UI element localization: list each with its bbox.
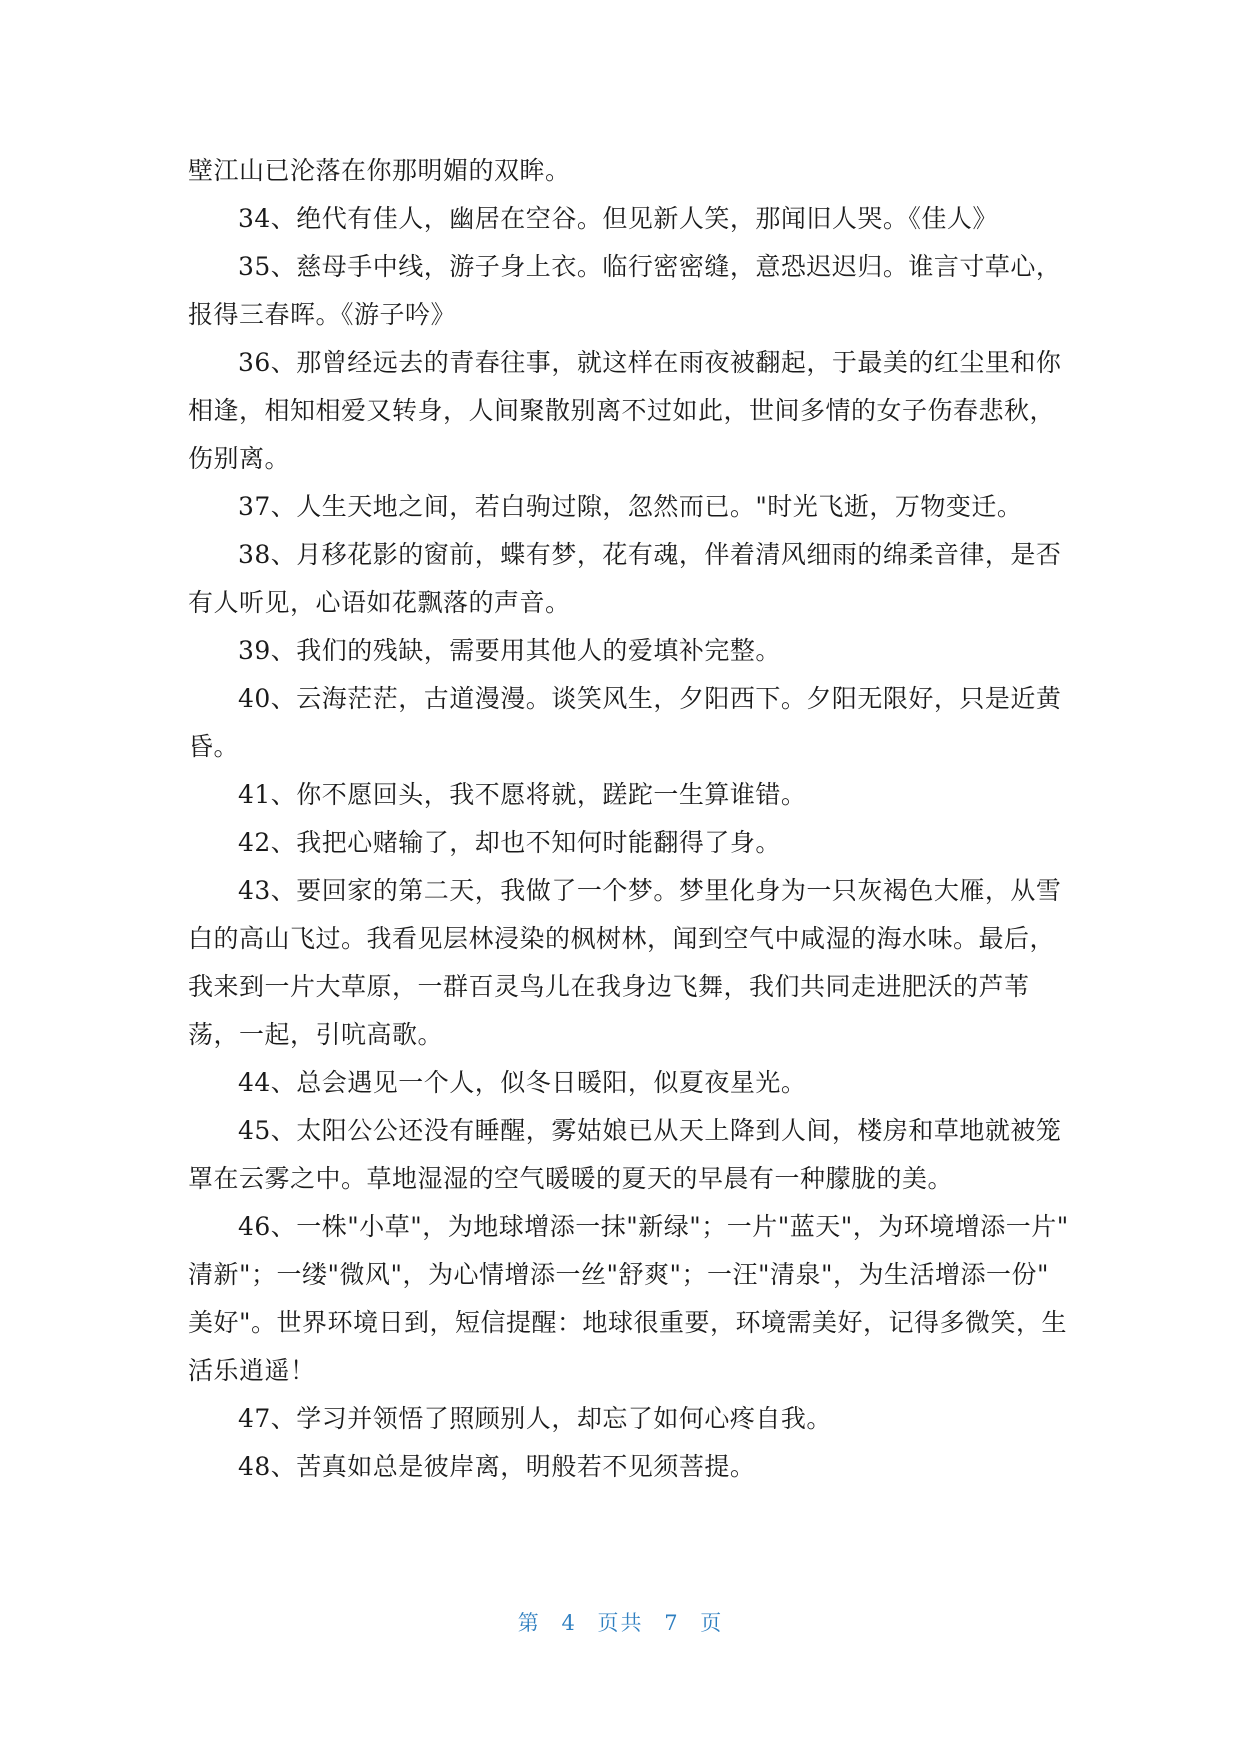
- footer-suffix: 页: [700, 1611, 724, 1635]
- text-line: 40、云海茫茫，古道漫漫。谈笑风生，夕阳西下。夕阳无限好，只是近黄: [238, 684, 1062, 713]
- text-line: 昏。: [188, 732, 240, 761]
- text-line: 罩在云雾之中。草地湿湿的空气暖暖的夏天的早晨有一种朦胧的美。: [188, 1164, 954, 1193]
- text-line: 报得三春晖。《游子吟》: [188, 300, 457, 329]
- text-line: 白的高山飞过。我看见层林浸染的枫树林，闻到空气中咸湿的海水味。最后，: [188, 924, 1056, 953]
- text-line: 44、总会遇见一个人，似冬日暖阳，似夏夜星光。: [238, 1068, 807, 1097]
- text-line: 有人听见，心语如花飘落的声音。: [188, 588, 571, 617]
- text-line: 45、太阳公公还没有睡醒，雾姑娘已从天上降到人间，楼房和草地就被笼: [238, 1116, 1062, 1145]
- footer-middle: 页共: [597, 1611, 644, 1635]
- text-line: 伤别离。: [188, 444, 291, 473]
- text-line: 43、要回家的第二天，我做了一个梦。梦里化身为一只灰褐色大雁，从雪: [238, 876, 1062, 905]
- text-line: 47、学习并领悟了照顾别人，却忘了如何心疼自我。: [238, 1404, 832, 1433]
- text-line: 37、人生天地之间，若白驹过隙，忽然而已。"时光飞逝，万物变迁。: [238, 492, 1023, 521]
- text-line: 相逢，相知相爱又转身，人间聚散别离不过如此，世间多情的女子伤春悲秋，: [188, 396, 1056, 425]
- text-line: 壁江山已沦落在你那明媚的双眸。: [188, 156, 571, 185]
- page-number-footer: [0, 1608, 1241, 1638]
- total-pages-number: 7: [664, 1611, 680, 1635]
- text-line: 35、慈母手中线，游子身上衣。临行密密缝，意恐迟迟归。谁言寸草心，: [238, 252, 1062, 281]
- current-page-number: 4: [561, 1611, 577, 1635]
- text-line: 34、绝代有佳人，幽居在空谷。但见新人笑，那闻旧人哭。《佳人》: [238, 204, 998, 233]
- text-line: 46、一株"小草"，为地球增添一抹"新绿"；一片"蓝天"，为环境增添一片": [238, 1212, 1069, 1241]
- text-line: 清新"；一缕"微风"，为心情增添一丝"舒爽"；一汪"清泉"，为生活增添一份": [188, 1260, 1049, 1289]
- text-line: 41、你不愿回头，我不愿将就，蹉跎一生算谁错。: [238, 780, 807, 809]
- footer-prefix: 第: [517, 1611, 541, 1635]
- text-line: 39、我们的残缺，需要用其他人的爱填补完整。: [238, 636, 781, 665]
- text-line: 42、我把心赌输了，却也不知何时能翻得了身。: [238, 828, 781, 857]
- text-line: 38、月移花影的窗前，蝶有梦，花有魂，伴着清风细雨的绵柔音律，是否: [238, 540, 1062, 569]
- text-line: 活乐逍遥！: [188, 1356, 316, 1385]
- text-line: 36、那曾经远去的青春往事，就这样在雨夜被翻起，于最美的红尘里和你: [238, 348, 1062, 377]
- text-line: 美好"。世界环境日到，短信提醒：地球很重要，环境需美好，记得多微笑，生: [188, 1308, 1068, 1337]
- text-line: 我来到一片大草原，一群百灵鸟儿在我身边飞舞，我们共同走进肥沃的芦苇: [188, 972, 1030, 1001]
- text-line: 48、苦真如总是彼岸离，明般若不见须菩提。: [238, 1452, 756, 1481]
- text-line: 荡，一起，引吭高歌。: [188, 1020, 444, 1049]
